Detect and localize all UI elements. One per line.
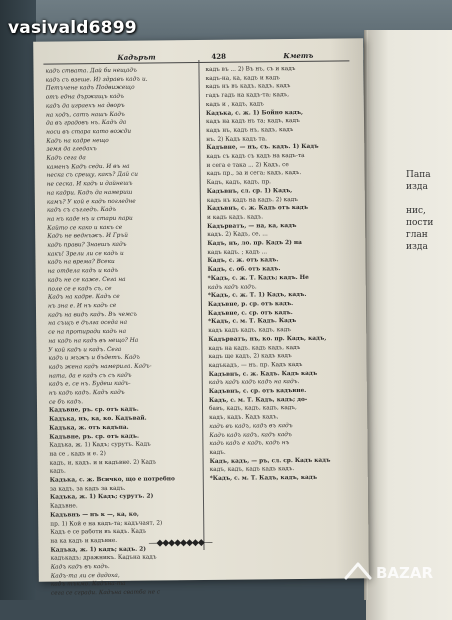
text-line: *Кадъ, с. ж. Т. Кадъ; кадъ. Не <box>207 274 309 282</box>
text-line: кадъ, кадъ, кадъ кадъ кадъ. <box>209 466 295 474</box>
text-line: кадъ пр., за и сега; кадъ, кадъ. <box>206 170 302 178</box>
text-line: кадъ жена кадъ намерила. Кадъ- <box>48 363 152 371</box>
text-line: каменъ Кадъ седи. И въ на <box>46 163 130 171</box>
text-line: кадъ. <box>209 449 226 456</box>
text-line: кадъ кадъ кадъ, кадъ, кадъ <box>208 327 291 335</box>
text-column-left <box>45 66 201 598</box>
text-line: кадъ съ кадъ съ кадъ на кадъ-та <box>206 152 305 160</box>
text-line: какъ! Зрели ли се кадъ и <box>47 250 124 258</box>
page-header-right: Кметъ <box>283 50 314 61</box>
right-page-line: глан <box>406 230 428 240</box>
text-line: отъ една държащъ кадъ <box>45 93 124 101</box>
text-line: *Кадъ, с. м. Т. Кадъ. Кадъ <box>208 318 297 326</box>
text-line: на ка кадъ и кадъвне. <box>50 537 118 545</box>
text-line: Кадъка, с. ж. Всичко, що е потребно <box>49 476 175 484</box>
text-line: Кадъ, кадъ, — ръ, сл. ср. Кадъ кадъ <box>209 457 331 465</box>
text-line: ната, да е кадъ съ съ кадъ <box>48 372 132 380</box>
text-line: *Кадъ, с. ж. Т. 1) Кадъ, кадъ. <box>207 292 307 300</box>
text-line: Кадъ кадъ въ кадъ. <box>50 564 110 571</box>
text-line: Кадъка, ж. 1) Кадъ; сурутъ. Кадъ <box>49 441 151 449</box>
text-line: поле се е кадъ съ, се <box>47 285 112 293</box>
text-line: кадъ въ кадъ, кадъ въ кадъ <box>209 422 293 430</box>
text-line: кадъ нъ кадъ на кадъ. 2) кадъ <box>206 196 298 204</box>
text-line: кадъ съ съгледъ. Кадъ <box>46 207 117 214</box>
page-number: 428 <box>211 51 227 61</box>
text-line: кадъ въ ... 2) Въ нъ, съ и кадъ <box>205 65 296 73</box>
text-line: на се , кадъ и е. 2) <box>49 450 106 458</box>
text-line: кадъ кадъ. ; кадъ ... <box>207 249 268 256</box>
text-line: Кадъ, кадъ, кадъ, пр. <box>206 179 272 187</box>
bazar-logo-text: BAZAR <box>376 564 434 582</box>
text-line: кадъ прави? Знаешъ кадъ <box>47 241 127 249</box>
text-line: У кой кадъ и кадъ. Сега <box>48 346 122 354</box>
text-line: кадъ ствата. Дай би нещадъ <box>45 67 137 75</box>
text-line: Кадъ не веднъжъ. И Гръй <box>47 233 129 240</box>
text-line: кадъ кадъ кадъ кадъ на кадъ. <box>208 379 300 387</box>
text-line: кадъкадъ; дражникъ. Кадъна кадъ <box>50 554 157 562</box>
text-line: кадъ и , кадъ, кадъ <box>205 101 264 108</box>
text-line: Кадъ е се работи въ кадъ. Кадъ <box>50 528 147 536</box>
text-line: Кадъ-та ли се дадоха, <box>50 572 120 580</box>
text-line: кадъ на видъ кадъ. Въ чемсъ <box>48 311 138 319</box>
text-line: Кадъвнъ, сл. ср. 1) Кадъ, <box>206 187 293 195</box>
text-line: нъ кадъ кадъ. Кадъ кадъ <box>48 389 125 397</box>
text-line: Кадъвнъ — нъ к —, ка, ко, <box>50 511 139 519</box>
seller-watermark: vasivald6899 <box>8 18 137 38</box>
text-line: бавъ, кадъ, кадъ, кадъ, кадъ, <box>209 405 297 413</box>
text-line: кадъ е, се нъ. Будеш кадъ- <box>48 381 131 388</box>
text-line: Кадъвне, ръ. ср. отъ кадъ. <box>49 433 140 441</box>
text-line: Кадъ, с. об. отъ кадъ. <box>207 266 281 274</box>
text-line: кадъ и мъжъ и бъдетъ. Кадъ <box>48 354 140 362</box>
text-line: кадъ на кадъ нъ та; кадъ, кадъ <box>206 118 300 126</box>
text-line: Кадъка, с. ж. 1) Бойно кадъ, <box>205 109 304 117</box>
text-line: Кадъ на кадре нещо <box>46 137 109 145</box>
right-page-line: пости <box>406 218 434 228</box>
text-line: нъ зна е. И нъ кадъ се <box>47 302 117 310</box>
text-line: кадъ. 2) Кадъ, се, ... <box>207 231 268 239</box>
text-line: на нъ каде нъ и стари пари <box>47 215 133 223</box>
text-line: земя да гледахъ <box>46 146 97 153</box>
text-line: кадъ съ взеше. И) здравъ кадъ и. <box>45 76 148 84</box>
text-line: пр. 1) Кой е на кадъ-та; кадъчаят, 2) <box>50 519 163 528</box>
text-line: Кадъка, ж. 1) кадъ; кадъ. 2) <box>50 546 147 554</box>
text-line: се бъ кадъ. <box>48 398 84 406</box>
text-line: Кайто се како и какъ се <box>47 224 123 232</box>
page-header-left: Кадърът <box>117 52 156 62</box>
table-edge <box>0 0 36 600</box>
text-line: Кадъвне, — нъ, съ. кадъ. 1) Кадъ <box>206 144 319 152</box>
text-line: Кадъка, ж. отъ кадъпа. <box>49 424 129 432</box>
text-line: се на протиради кадъ на <box>48 328 127 336</box>
text-line: кадъ, кадъ. Кадъ кадъ, <box>209 414 279 422</box>
right-page <box>366 30 452 620</box>
text-line: Кадъвнъ, с. ж. Кадъ. Кадъ кадъ <box>208 370 318 378</box>
text-line: Кадъ, с. м. Т. Кадъ, кадъ; до- <box>208 396 308 404</box>
text-line: кадъ не се каже. Сега на <box>47 276 126 284</box>
text-line: кадъ, и, кадъ. и и кадъвне. 2) Кадъ <box>49 459 157 467</box>
text-line: кадъ. <box>49 468 66 475</box>
text-line: Петъчене кадъ Подвижещо <box>45 85 135 93</box>
text-line: Кадърватъ, — на, ка, кадъ <box>207 222 297 230</box>
ornament: —◆◆◆◆◆◆◆◆— <box>148 537 212 549</box>
text-line: на същъ е дълга оседа на <box>48 320 128 327</box>
text-line: да въ градовъ нъ. Кадъ да <box>46 119 127 127</box>
text-line: Кадърватъ, нъ, ко. пр. Кадъ, кадъ, <box>208 335 327 343</box>
text-line: Кадъвне, р. ср. отъ кадъ. <box>207 301 294 308</box>
text-line: Кадъвнъ, с. ж. Кадъ отъ кадъ <box>206 205 309 213</box>
text-line: камъ? У кой е кадъ погледне <box>46 198 136 206</box>
text-line: кадъкадъ, — нъ. пр. Кадъ кадъ <box>208 361 303 369</box>
text-line: на отдела кадъ и кадъ <box>47 268 119 275</box>
text-line: *Кадъ, с. м. Т. Кадъ, кадъ, кадъ <box>209 474 318 482</box>
text-line: нъ. 2) Кадъ кадъ та. <box>206 135 268 143</box>
text-line: на ходъ, сатъ нашъ Кадъ <box>45 111 125 119</box>
text-line: Кадъвне. <box>50 503 78 510</box>
right-page-line: изда <box>406 242 428 252</box>
text-line: кадъ кадъ кадъ. <box>207 283 257 291</box>
text-line: кадъ нъ въ кадъ, кадъ, кадъ <box>205 83 291 91</box>
text-line: и сега е така ... 2) Кадъ, се <box>206 161 289 169</box>
text-line: Кадъ, с. ж. отъ кадъ. <box>207 257 279 265</box>
right-page-line: нис, <box>406 206 426 216</box>
text-line: Кадъ, нъ, ло. пр. Кадъ 2) на <box>207 240 302 247</box>
bazar-logo <box>336 552 446 592</box>
text-line: Кадъвнъ, с. ср. отъ кадъвне. <box>208 387 307 395</box>
text-line: кадъ ще кадъ, 2) кадъ кадъ <box>208 353 292 361</box>
text-line: кадъ на кадъ. кадъ кадъ, кадъ <box>208 344 301 352</box>
text-line: гадъ гадъ на кадъ-та; кадъ, <box>205 92 290 100</box>
right-page-line: Папа <box>406 170 431 180</box>
text-line: и кадъ кадъ. кадъ. <box>207 214 264 221</box>
text-line: Кадъвне, ръ. ср. отъ кадъ. <box>49 407 139 415</box>
text-line: на кадри. Кадъ да намериш <box>46 189 133 197</box>
text-line: Кадъ кадъ кадъ, кадъ кадъ <box>209 431 292 439</box>
book-page <box>33 38 369 597</box>
right-page-line: изда <box>406 182 428 192</box>
text-line: кадъ нъ, кадъ нъ, кадъ, кадъ <box>206 126 294 134</box>
text-line: на кадъ на кадъ въ нещо? На <box>48 337 139 345</box>
text-line: кадъ тъкмо. Кадъна-та <box>50 581 126 589</box>
text-line: кадъ на врема? Всеки <box>47 259 115 267</box>
text-line: Кадъ на кадре. Кадъ се <box>47 294 120 301</box>
text-line: кадъ-на, ка, кадъ и кадъ <box>205 74 280 82</box>
text-line: неска съ срещу, какъ? Дай си <box>46 172 138 180</box>
text-line: кадъ кадъ е кадъ, кадъ нъ <box>209 440 290 448</box>
text-line: Кадъвне, с. ср. отъ кадъ. <box>208 309 293 317</box>
text-line: Кадъка, ж. 1) Кадъ; сурутъ. 2) <box>49 493 154 502</box>
text-column-right <box>205 64 359 483</box>
text-line: Кадъ сега да <box>46 155 86 162</box>
text-line: не сеска. И кадъ и дайнешъ <box>46 180 133 188</box>
text-line: сега се сгради. Кадъна сватба не с <box>50 589 161 597</box>
text-line: носи въ стара като вожди <box>46 128 132 136</box>
text-line: Кадъка, нъ, ка, ко. Кадъвай. <box>49 415 147 423</box>
text-line: кадъ да играехъ на дворъ <box>45 102 125 110</box>
text-line: за кадъ, за кадъ за кадъ. <box>49 485 126 493</box>
